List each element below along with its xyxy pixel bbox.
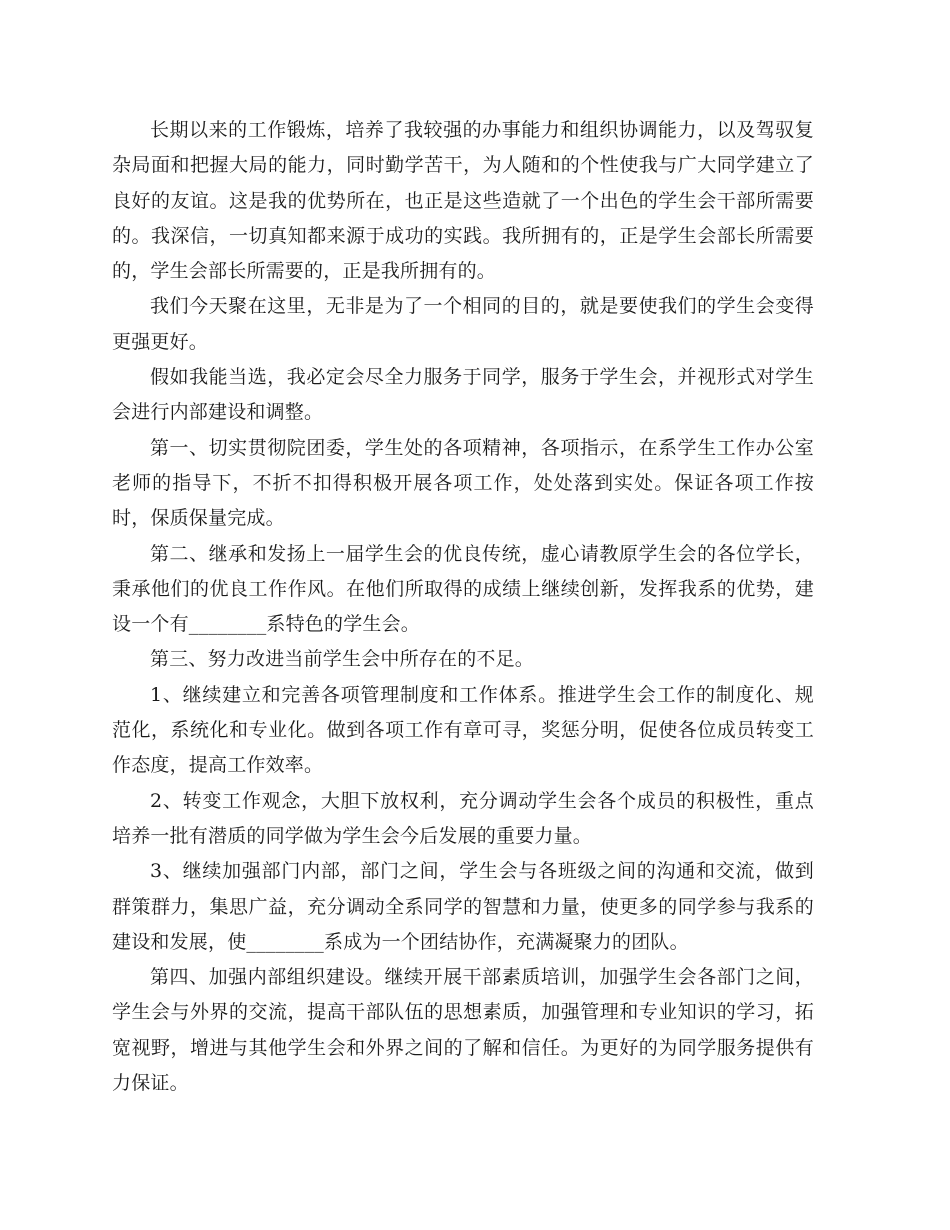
paragraph-common-goal: 我们今天聚在这里，无非是为了一个相同的目的，就是要使我们的学生会变得更强更好。 xyxy=(112,295,814,353)
paragraph-point-two: 第二、继承和发扬上一届学生会的优良传统，虚心请教原学生会的各位学长，秉承他们的优良工作作风。在他们所取得的成绩上继续创新，发挥我系的优势，建设一个有________系特色的学生会。 xyxy=(112,542,814,636)
paragraph-point-one: 第一、切实贯彻院团委，学生处的各项精神，各项指示，在系学生工作办公室老师的指导下，不折不扣得积极开展各项工作，处处落到实处。保证各项工作按时，保质保量完成。 xyxy=(112,436,814,530)
paragraph-point-three: 第三、努力改进当前学生会中所存在的不足。 xyxy=(150,648,535,671)
document-body xyxy=(112,113,814,1101)
paragraph-subpoint-three: 3、继续加强部门内部，部门之间，学生会与各班级之间的沟通和交流，做到群策群力，集思广益，充分调动全系同学的智慧和力量，使更多的同学参与我系的建设和发展，使________系成为一个团结协作，充满凝聚力的团队。 xyxy=(112,860,814,953)
paragraph-subpoint-one: 1、继续建立和完善各项管理制度和工作体系。推进学生会工作的制度化、规范化，系统化和专业化。做到各项工作有章可寻，奖惩分明，促使各位成员转变工作态度，提高工作效率。 xyxy=(112,683,814,777)
paragraph-if-elected: 假如我能当选，我必定会尽全力服务于同学，服务于学生会，并视形式对学生会进行内部建设和调整。 xyxy=(112,366,814,424)
paragraph-experience: 长期以来的工作锻炼，培养了我较强的办事能力和组织协调能力，以及驾驭复杂局面和把握大局的能力，同时勤学苦干，为人随和的个性使我与广大同学建立了良好的友谊。这是我的优势所在，也正是这些造就了一个出色的学生会干部所需要的。我深信，一切真知都来源于成功的实践。我所拥有的，正是学生会部长所需要的，学生会部长所需要的，正是我所拥有的。 xyxy=(112,119,814,283)
paragraph-point-four: 第四、加强内部组织建设。继续开展干部素质培训，加强学生会各部门之间，学生会与外界的交流，提高干部队伍的思想素质，加强管理和专业知识的学习，拓宽视野，增进与其他学生会和外界之间的了解和信任。为更好的为同学服务提供有力保证。 xyxy=(112,966,814,1095)
paragraph-subpoint-two: 2、转变工作观念，大胆下放权利，充分调动学生会各个成员的积极性，重点培养一批有潜质的同学做为学生会今后发展的重要力量。 xyxy=(112,789,814,847)
